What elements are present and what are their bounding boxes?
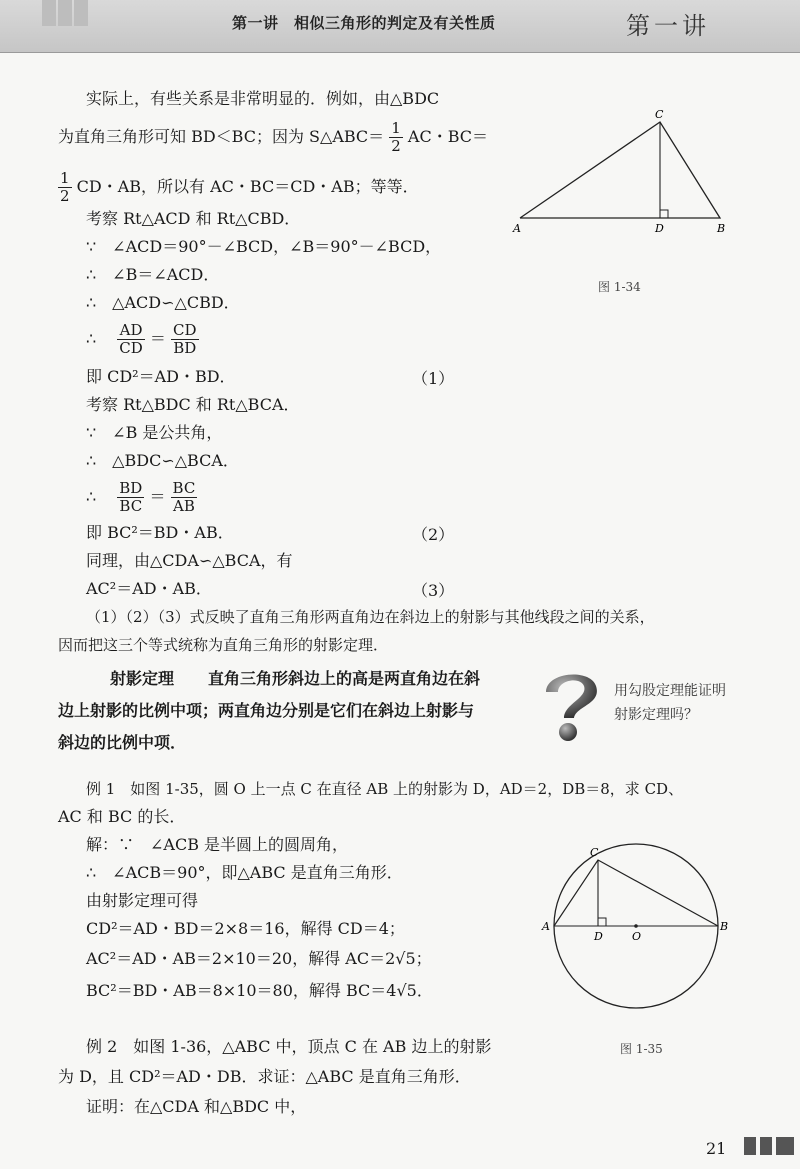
body-line: 考察 Rt△BDC 和 Rt△BCA．: [86, 395, 300, 414]
example1-line: BC²＝BD・AB＝8×10＝80，解得 BC＝4√5．: [86, 981, 433, 1000]
example1-line: 例 1 如图 1-35，圆 O 上一点 C 在直径 AB 上的射影为 D，AD＝2，DB＝8，求 CD、: [86, 780, 684, 798]
example1-line: 解：∵ ∠ACB 是半圆上的圆周角，: [86, 835, 349, 854]
right-angle-mark: [598, 918, 606, 926]
question-line: 用勾股定理能证明: [614, 683, 726, 699]
theorem-name: 射影定理: [110, 669, 175, 688]
page-number: 21: [706, 1139, 727, 1158]
center-point: [634, 924, 638, 928]
question-dot: [559, 723, 577, 741]
header-mark: [58, 0, 72, 26]
triangle-abc: [554, 860, 718, 926]
body-line: 考察 Rt△ACD 和 Rt△CBD．: [86, 209, 301, 228]
area-formula-tail: AC・BC＝: [407, 127, 489, 146]
figure-caption: 图 1-34: [598, 280, 641, 294]
example1-line: AC²＝AD・AB＝2×10＝20，解得 AC＝2√5；: [86, 949, 432, 968]
label-d: D: [655, 222, 664, 235]
therefore-symbol: ∴: [86, 329, 113, 348]
body-line: 同理，由△CDA∽△BCA，有: [86, 551, 293, 570]
figure-1-35: [540, 842, 750, 1022]
fraction-bc-ab: $\frac{BC}{AB}$: [172, 479, 196, 515]
body-line: ∵ ∠B 是公共角，: [86, 423, 223, 442]
example1-line: 由射影定理可得: [86, 891, 199, 910]
fraction-bd-bc: $\frac{BD}{BC}$: [119, 479, 143, 515]
proportion-line-1: [86, 322, 199, 357]
equation-number: （3）: [412, 581, 455, 600]
fraction-ad-cd: $\frac{AD}{CD}$: [119, 321, 143, 357]
label-c: C: [590, 846, 599, 859]
corner-mark: [760, 1137, 772, 1155]
theorem-line: 边上射影的比例中项；两直角边分别是它们在斜边上射影与: [58, 701, 475, 720]
label-b: B: [717, 222, 726, 235]
example2-line: 为 D，且 CD²＝AD・DB．求证：△ABC 是直角三角形．: [58, 1067, 471, 1086]
figure-caption: 图 1-35: [620, 1042, 663, 1056]
proportion-line-2: [86, 480, 197, 515]
header-title: 第一讲 相似三角形的判定及有关性质: [232, 14, 496, 32]
question-line: 射影定理吗？: [614, 707, 698, 723]
question-mark-icon: [540, 664, 615, 744]
fraction-half: $\frac{1}{2}$: [60, 169, 70, 205]
body-line: [58, 120, 488, 155]
theorem-line: 斜边的比例中项．: [58, 733, 187, 752]
body-line: ∵ ∠ACD＝90°－∠BCD，∠B＝90°－∠BCD，: [86, 237, 442, 256]
corner-mark: [744, 1137, 756, 1155]
label-d: D: [594, 930, 603, 943]
body-line-text: 为直角三角形可知 BD＜BC；因为 S△ABC＝: [58, 127, 385, 146]
body-line: 即 CD²＝AD・BD．: [86, 367, 236, 386]
equals-sign: ＝: [149, 487, 166, 506]
question-curve: [546, 675, 597, 718]
header-mark: [74, 0, 88, 26]
example2-line: 例 2 如图 1-36，△ABC 中，顶点 C 在 AB 边上的射影: [86, 1037, 492, 1056]
equation-number: （2）: [412, 525, 455, 544]
example2-line: 证明：在△CDA 和△BDC 中，: [86, 1097, 307, 1116]
label-o: O: [632, 930, 642, 943]
body-line: （1）（2）（3）式反映了直角三角形两直角边在斜边上的射影与其他线段之间的关系，: [86, 608, 655, 626]
body-line: 实际上，有些关系是非常明显的．例如，由△BDC: [86, 89, 440, 108]
body-line: 即 BC²＝BD・AB．: [86, 523, 234, 542]
therefore-symbol: ∴: [86, 487, 113, 506]
body-line-text: CD・AB，所以有 AC・BC＝CD・AB；等等．: [76, 177, 419, 196]
example1-line: AC 和 BC 的长．: [58, 807, 186, 826]
header-chapter: 第一讲: [626, 12, 710, 40]
body-line: ∴ ∠B＝∠ACD．: [86, 265, 220, 284]
corner-mark: [776, 1137, 794, 1155]
body-line: ∴ △BDC∽△BCA．: [86, 451, 239, 470]
body-line: ∴ △ACD∽△CBD．: [86, 293, 240, 312]
right-angle-mark: [660, 210, 668, 218]
example1-line: ∴ ∠ACB＝90°，即△ABC 是直角三角形．: [86, 863, 403, 882]
theorem-text: 直角三角形斜边上的高是两直角边在斜: [208, 669, 481, 688]
theorem-line: [110, 664, 480, 694]
label-a: A: [542, 920, 550, 933]
label-b: B: [720, 920, 729, 933]
triangle-abc: [520, 122, 720, 218]
header-mark: [42, 0, 56, 26]
label-a: A: [513, 222, 521, 235]
body-line: [58, 170, 419, 205]
label-c: C: [655, 108, 664, 121]
fraction-cd-bd: $\frac{CD}{BD}$: [173, 321, 197, 357]
body-line: AC²＝AD・AB．: [86, 579, 212, 598]
example1-line: CD²＝AD・BD＝2×8＝16，解得 CD＝4；: [86, 919, 405, 938]
fraction-half: $\frac{1}{2}$: [391, 119, 401, 155]
equals-sign: ＝: [149, 329, 166, 348]
page-header: [0, 0, 800, 53]
equation-number: （1）: [412, 369, 455, 388]
figure-1-34: [505, 100, 745, 260]
body-line: 因而把这三个等式统称为直角三角形的射影定理．: [58, 636, 389, 654]
